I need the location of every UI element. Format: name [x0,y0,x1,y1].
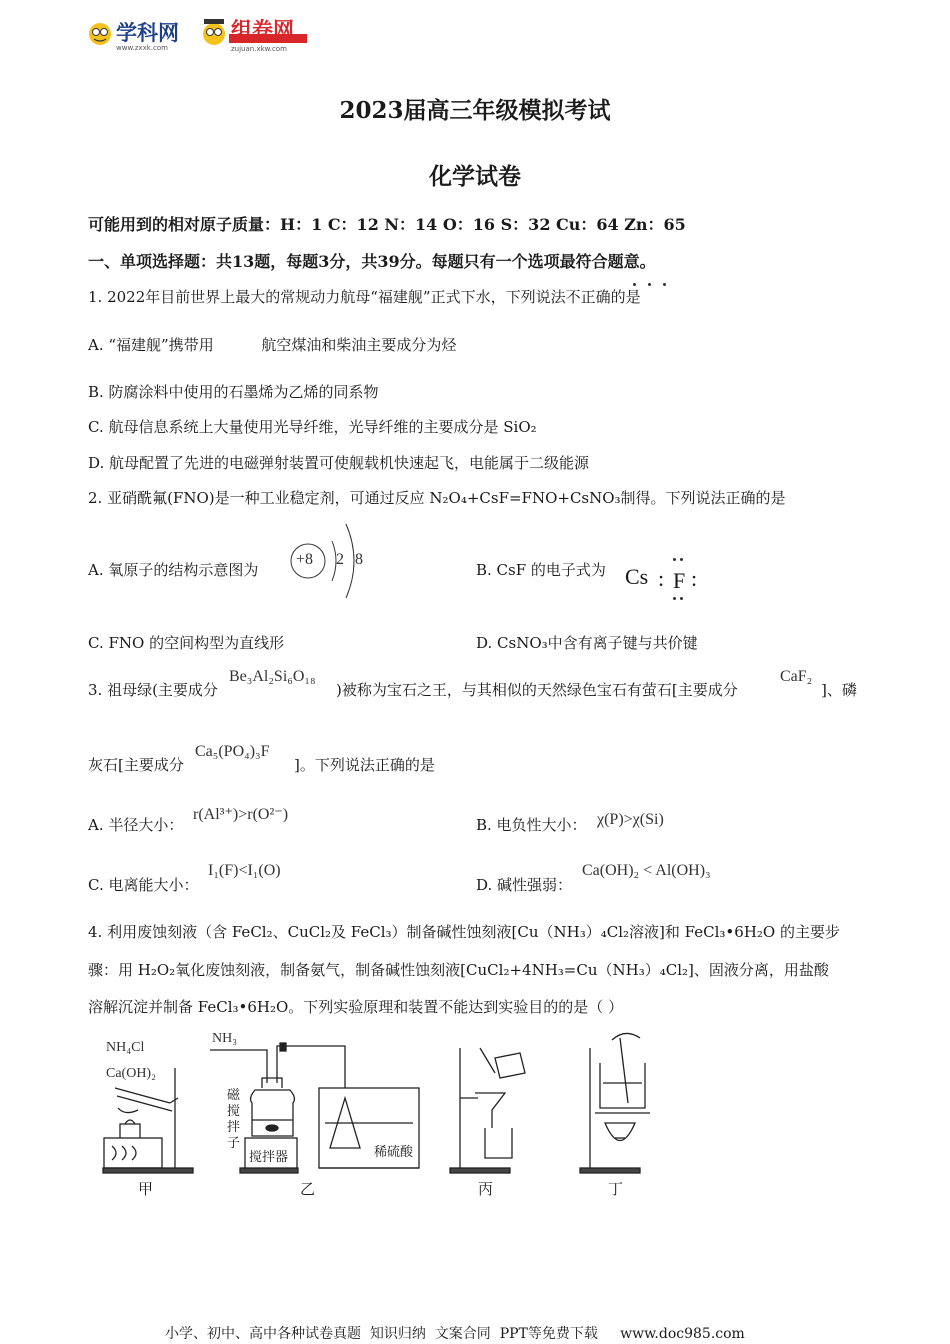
colon-symbol: : [691,566,698,591]
reagent-nh4cl-label: NH₄Cl [106,1040,145,1055]
q3-option-a: A. 半径大小： [88,816,184,834]
dilute-sulfuric-acid-label: 稀硫酸 [374,1145,414,1160]
q2-option-c: C. FNO 的空间构型为直线形 [88,634,285,652]
reagent-caoh2-label: Ca(OH)₂ [106,1066,156,1081]
caption-bing: 丙 [478,1180,494,1198]
q1-option-c: C. 航母信息系统上大量使用光导纤维，光导纤维的主要成分是 SiO₂ [88,418,537,436]
exam-subtitle: 化学试卷 [429,163,521,190]
q4-stem-line2: 骤：用 H₂O₂氧化废蚀刻液，制备氨气，制备碱性蚀刻液[CuCl₂+4NH₃=Cu（NH₃）₄Cl₂]、固液分离，用盐酸 [88,961,829,979]
q3-option-d-formula: Ca(OH)₂ < Al(OH)₃ [582,862,711,879]
electron-dot [673,558,676,561]
atomic-mass-line: 可能用到的相对原子质量：H：1 C：12 N：14 O：16 S：32 Cu：64 Zn：65 [88,215,686,234]
f-symbol: F [673,568,686,593]
logo2-text: 组卷网 [231,18,294,42]
emphasis-dot [633,283,636,286]
apparatus-drawing [100,1028,660,1203]
caption-jia: 甲 [138,1180,154,1198]
q3-option-b-formula: χ(P)>χ(Si) [597,811,664,828]
q2-stem: 2. 亚硝酰氟(FNO)是一种工业稳定剂，可通过反应 N₂O₄+CsF=FNO+CsNO₃制得。下列说法正确的是 [88,489,786,507]
shell-1-electrons: 2 [336,551,344,568]
q4-stem-line1: 4. 利用废蚀刻液（含 FeCl₂、CuCl₂及 FeCl₃）制备碱性蚀刻液[Cu（NH₃）₄Cl₂溶液]和 FeCl₃•6H₂O 的主要步 [88,923,840,941]
logo2-url: zujuan.xkw.com [231,45,287,53]
caption-ding: 丁 [608,1180,624,1198]
q3-option-a-formula: r(Al³⁺)>r(O²⁻) [193,806,289,823]
zujuanwang-logo [201,12,311,60]
electron-dot [680,558,683,561]
shell-2-electrons: 8 [355,551,363,568]
q1-option-d: D. 航母配置了先进的电磁弹射装置可使舰载机快速起飞，电能属于二级能源 [88,454,590,472]
emphasis-dot [648,283,651,286]
electron-dot [673,597,676,600]
q3-stem-part3: ]、磷 [821,681,857,699]
electron-dot [680,597,683,600]
logo1-text: 学科网 [116,21,179,45]
q3-stem-part1: 3. 祖母绿(主要成分 [88,681,218,699]
q3-option-d: D. 碱性强弱： [476,876,573,894]
q4-stem-line3: 溶解沉淀并制备 FeCl₃•6H₂O。下列实验原理和装置不能达到实验目的的是（ ） [88,998,624,1016]
exam-title: 2023届高三年级模拟考试 [339,97,611,124]
nucleus-charge: +8 [296,551,314,568]
stirrer-label: 搅拌器 [249,1150,289,1165]
logo1-url: www.zxxk.com [116,44,168,52]
csf-electron-formula [625,556,705,604]
oxygen-atom-diagram [286,516,376,606]
q3-option-b: B. 电负性大小： [476,816,587,834]
magnetic-stir-bar-label: 磁搅拌子 [227,1088,241,1151]
nh3-inlet-label: NH₃ [212,1031,238,1046]
apparatus-figure [100,1028,660,1203]
q1-stem: 1. 2022年目前世界上最大的常规动力航母“福建舰”正式下水，下列说法不正确的是 [88,288,641,306]
q3-stem-part2: )被称为宝石之王，与其相似的天然绿色宝石有萤石[主要成分 [336,681,738,699]
q3-option-c: C. 电离能大小： [88,876,199,894]
q3-option-c-formula: I₁(F)<I₁(O) [208,862,281,879]
q2-option-a: A. 氧原子的结构示意图为 [88,561,259,579]
q1-option-a: A. “福建舰”携带用 航空煤油和柴油主要成分为烃 [88,336,457,354]
q3-stem-line2-part1: 灰石[主要成分 [88,756,184,774]
page-footer: 小学、初中、高中各种试卷真题 知识归纳 文案合同 PPT等免费下载 www.doc985.com [165,1326,745,1342]
q2-option-b: B. CsF 的电子式为 [476,561,606,579]
caption-yi: 乙 [300,1180,316,1198]
section-one-heading: 一、单项选择题：共13题，每题3分，共39分。每题只有一个选项最符合题意。 [88,252,656,271]
q3-formula-fluorite: CaF₂ [780,668,813,685]
q3-formula-emerald: Be₃Al₂Si₆O₁₈ [229,668,316,685]
q3-stem-line2-part2: ]。下列说法正确的是 [294,756,435,774]
q2-option-d: D. CsNO₃中含有离子键与共价键 [476,634,698,652]
xuekewang-logo [86,14,196,60]
q1-option-b: B. 防腐涂料中使用的石墨烯为乙烯的同系物 [88,383,379,401]
emphasis-dot [663,283,666,286]
q3-formula-apatite: Ca₅(PO₄)₃F [195,743,270,760]
cs-symbol: Cs [625,564,649,589]
colon-symbol: : [658,566,665,591]
